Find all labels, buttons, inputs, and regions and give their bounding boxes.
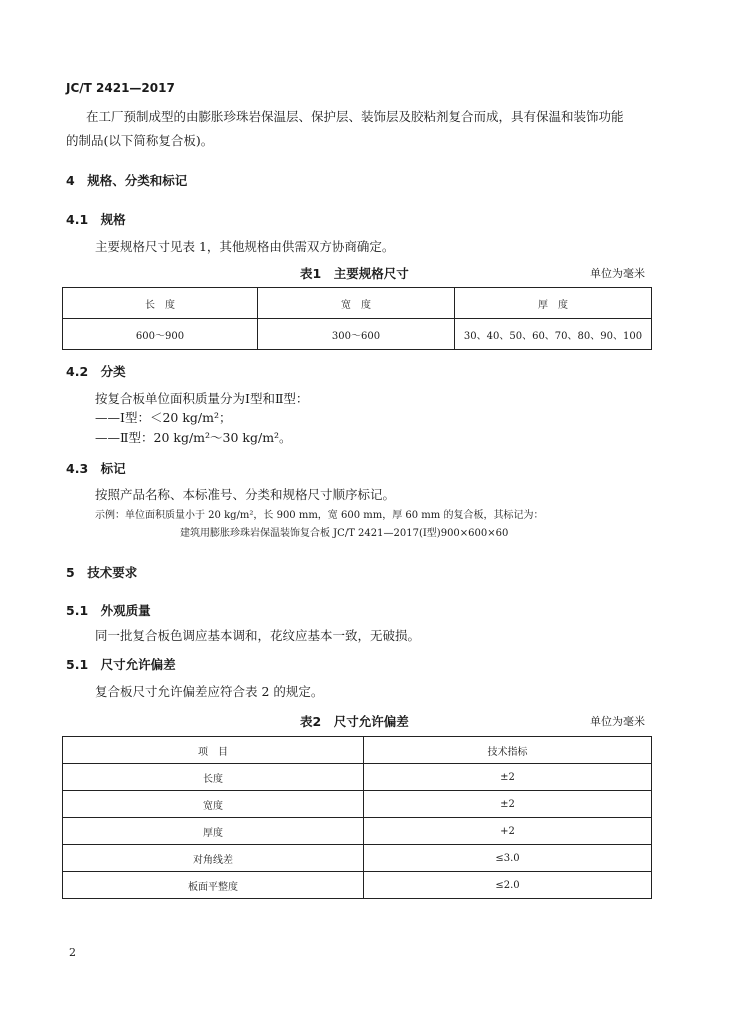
table-cell: 宽度 — [63, 791, 364, 818]
table-cell: 300～600 — [258, 319, 455, 350]
table-cell: 板面平整度 — [63, 872, 364, 899]
section-4-1-title: 4.1 规格 — [66, 212, 126, 227]
table-1-caption: 表1 主要规格尺寸 — [300, 266, 409, 281]
table-header-cell: 宽 度 — [258, 288, 455, 319]
intro-line-2: 的制品(以下简称复合板)。 — [66, 133, 214, 148]
table-cell: 对角线差 — [63, 845, 364, 872]
section-4-2-text: 按复合板单位面积质量分为Ⅰ型和Ⅱ型： — [95, 391, 309, 406]
type-2-item: ——Ⅱ型：20 kg/m²～30 kg/m²。 — [95, 430, 292, 445]
type-1-item: ——Ⅰ型：＜20 kg/m²； — [95, 410, 232, 425]
table-cell: ≤2.0 — [364, 872, 652, 899]
table-cell: 600～900 — [63, 319, 258, 350]
section-5-1-appearance-title: 5.1 外观质量 — [66, 603, 151, 618]
table-header-cell: 厚 度 — [455, 288, 652, 319]
table-header-cell: 项 目 — [63, 737, 364, 764]
table-cell: 长度 — [63, 764, 364, 791]
intro-line-1: 在工厂预制成型的由膨胀珍珠岩保温层、保护层、装饰层及胶粘剂复合而成，具有保温和装饰功能 — [86, 109, 624, 124]
table-cell: ±2 — [364, 791, 652, 818]
section-4-2-title: 4.2 分类 — [66, 364, 126, 379]
table-header-cell: 长 度 — [63, 288, 258, 319]
section-4-1-text: 主要规格尺寸见表 1，其他规格由供需双方协商确定。 — [95, 239, 395, 254]
section-4-3-title: 4.3 标记 — [66, 461, 126, 476]
marking-example: 示例：单位面积质量小于 20 kg/m²，长 900 mm，宽 600 mm，厚 60 mm 的复合板，其标记为： — [95, 510, 544, 521]
section-4-3-text: 按照产品名称、本标准号、分类和规格尺寸顺序标记。 — [95, 487, 396, 502]
table-cell: 30、40、50、60、70、80、90、100 — [455, 319, 652, 350]
table-2-unit: 单位为毫米 — [590, 715, 645, 728]
table-row — [63, 872, 652, 899]
table-1-unit: 单位为毫米 — [590, 267, 645, 280]
marking-designation: 建筑用膨胀珍珠岩保温装饰复合板 JC/T 2421—2017(Ⅰ型)900×600×60 — [180, 528, 509, 539]
table-cell: 厚度 — [63, 818, 364, 845]
table-2-caption: 表2 尺寸允许偏差 — [300, 714, 409, 729]
table-cell: ≤3.0 — [364, 845, 652, 872]
table-2 — [62, 736, 652, 899]
table-1 — [62, 287, 652, 350]
section-5-1-tolerance-text: 复合板尺寸允许偏差应符合表 2 的规定。 — [95, 684, 324, 699]
table-header-row — [63, 288, 652, 319]
table-row — [63, 818, 652, 845]
table-header-cell: 技术指标 — [364, 737, 652, 764]
table-cell: +2 — [364, 818, 652, 845]
section-5-title: 5 技术要求 — [66, 565, 138, 580]
section-4-title: 4 规格、分类和标记 — [66, 173, 188, 188]
table-row — [63, 764, 652, 791]
table-cell: ±2 — [364, 764, 652, 791]
table-header-row — [63, 737, 652, 764]
section-5-1-tolerance-title: 5.1 尺寸允许偏差 — [66, 657, 176, 672]
table-row — [63, 319, 652, 350]
table-row — [63, 791, 652, 818]
table-row — [63, 845, 652, 872]
section-5-1-appearance-text: 同一批复合板色调应基本调和，花纹应基本一致，无破损。 — [95, 628, 421, 643]
page-number: 2 — [69, 946, 76, 959]
document-header: JC/T 2421—2017 — [66, 81, 175, 95]
